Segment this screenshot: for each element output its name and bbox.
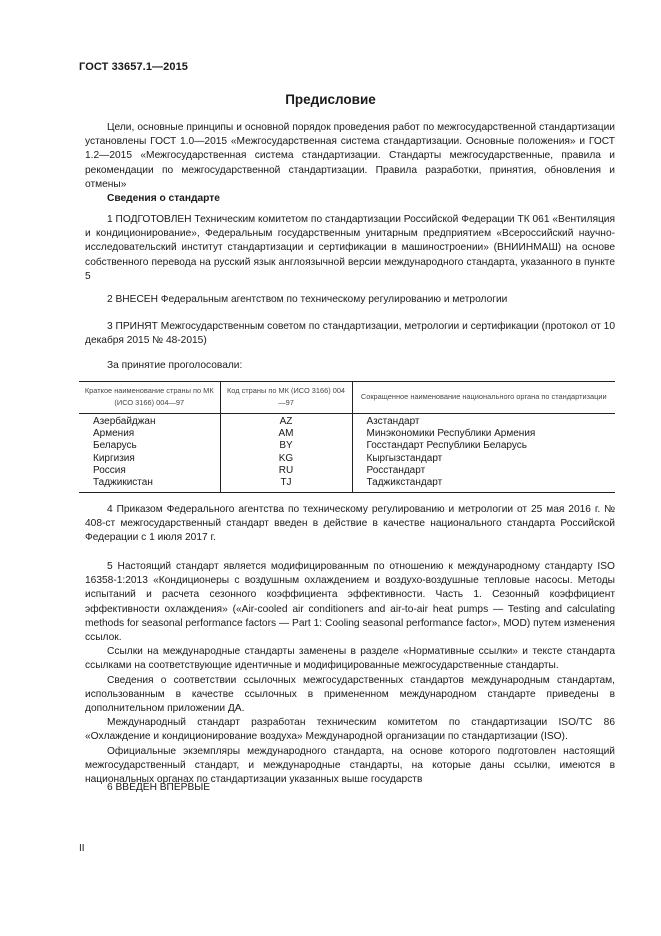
country-cell: Армения [93, 428, 135, 440]
body-cell: Росстандарт [352, 465, 615, 477]
header-country: Краткое наименование страны по МК (ИСО 3166) 004—97 [79, 382, 220, 414]
item-1-paragraph: 1 ПОДГОТОВЛЕН Техническим комитетом по стандартизации Российской Федерации ТК 061 «Вентиляция и кондиционирование», Федеральным государственным унитарным предприятием «Всероссийский научно-исследовательский институт стандартизации и сертификации в машиностроении» (ВНИИНМАШ) на основе собственного перевода на русский язык англоязычной версии международного стандарта, указанного в пункте 5 [85, 214, 615, 282]
intro-paragraph: Цели, основные принципы и основной порядок проведения работ по межгосударственной стандартизации установлены ГОСТ 1.0—2015 «Межгосударственная система стандартизации. Основные положения» и ГОСТ 1.2—2015 «Межгосударственная система стандартизации. Стандарты межгосударственные, правила и рекомендации по межгосударственной стандартизации. Правила разработки, принятия, обновления и отмены» [85, 122, 615, 190]
header-code: Код страны по МК (ИСО 3166) 004—97 [220, 382, 352, 414]
info-heading: Сведения о стандарте [107, 193, 220, 204]
country-cell: Киргизия [93, 452, 135, 464]
page-title: Предисловие [285, 92, 376, 107]
item-5-paragraph: Сведения о соответствии ссылочных межгосударственных стандартов международным стандартам, использованным в качестве ссылочных в примененном международном стандарте приведены в дополнительном приложении ДА. [85, 674, 615, 715]
code-cell: AZ [220, 414, 352, 429]
voted-label: За принятие проголосовали: [107, 360, 243, 371]
table-row [79, 440, 615, 452]
item-3-block [85, 320, 615, 348]
body-cell: Госстандарт Республики Беларусь [352, 440, 615, 452]
item-6-paragraph: 6 ВВЕДЕН ВПЕРВЫЕ [107, 782, 211, 793]
item-4-block [85, 503, 615, 546]
header-body: Сокращенное наименование национального органа по стандартизации [352, 382, 615, 414]
table-header-row [79, 382, 615, 414]
item-5-block [85, 560, 615, 787]
document-code: ГОСТ 33657.1—2015 [79, 61, 189, 73]
country-cell: Россия [93, 464, 126, 476]
item-2-paragraph: 2 ВНЕСЕН Федеральным агентством по техническому регулированию и метрологии [107, 294, 508, 305]
country-cell: Таджикистан [79, 477, 220, 493]
country-cell: Беларусь [93, 440, 137, 452]
code-cell: RU [220, 465, 352, 477]
item-5-paragraph: Международный стандарт разработан техническим комитетом по стандартизации ISO/TC 86 «Охлаждение и кондиционирование воздуха» Международной организации по стандартизации (ISO). [85, 717, 615, 743]
body-cell: Минэкономики Республики Армения [352, 428, 615, 440]
code-cell: KG [220, 453, 352, 465]
item-1-block [85, 213, 615, 284]
code-cell: BY [220, 440, 352, 452]
item-5-paragraph: Официальные экземпляры международного стандарта, на основе которого подготовлен настоящий межгосударственный стандарт, и международные стандарты, на которые даны ссылки, имеются в национальных органах по стандартизации указанных выше государств [85, 745, 615, 786]
item-3-paragraph: 3 ПРИНЯТ Межгосударственным советом по стандартизации, метрологии и сертификации (протокол от 10 декабря 2015 № 48-2015) [85, 321, 615, 347]
table-row [79, 477, 615, 493]
code-cell: AM [220, 428, 352, 440]
body-cell: Кыргызстандарт [352, 453, 615, 465]
body-cell: Таджикстандарт [352, 477, 615, 493]
code-cell: TJ [220, 477, 352, 493]
intro-paragraph-block [85, 121, 615, 192]
table-row [79, 428, 615, 440]
table-row [79, 414, 615, 429]
member-states-table [79, 381, 615, 493]
table-row [79, 453, 615, 465]
country-cell: Азербайджан [93, 416, 156, 427]
item-5-paragraph: 5 Настоящий стандарт является модифицированным по отношению к международному стандарту ISO 16358-1:2013 «Кондиционеры с воздушным охлаждением и воздухо-воздушные тепловые насосы. Методы испытаний и расчета сезонного коэффициента эффективности. Часть 1. Сезонный коэффициент эффективности охлаждения» («Air-cooled air conditioners and air-to-air heat pumps — Testing and calculating methods for seasonal performance factors — Part 1: Cooling seasonal performance factor», MOD) путем изменения ссылок. [85, 561, 615, 644]
body-cell: Азстандарт [352, 414, 615, 429]
page-number: II [79, 843, 85, 854]
table-row [79, 465, 615, 477]
item-4-paragraph: 4 Приказом Федерального агентства по техническому регулированию и метрологии от 25 мая 2016 г. № 408-ст межгосударственный стандарт введен в действие в качестве национального стандарта Российской Федерации с 1 июля 2017 г. [85, 504, 615, 544]
item-5-paragraph: Ссылки на международные стандарты заменены в разделе «Нормативные ссылки» и тексте стандарта ссылками на соответствующие идентичные и модифицированные межгосударственные стандарты. [85, 646, 615, 672]
